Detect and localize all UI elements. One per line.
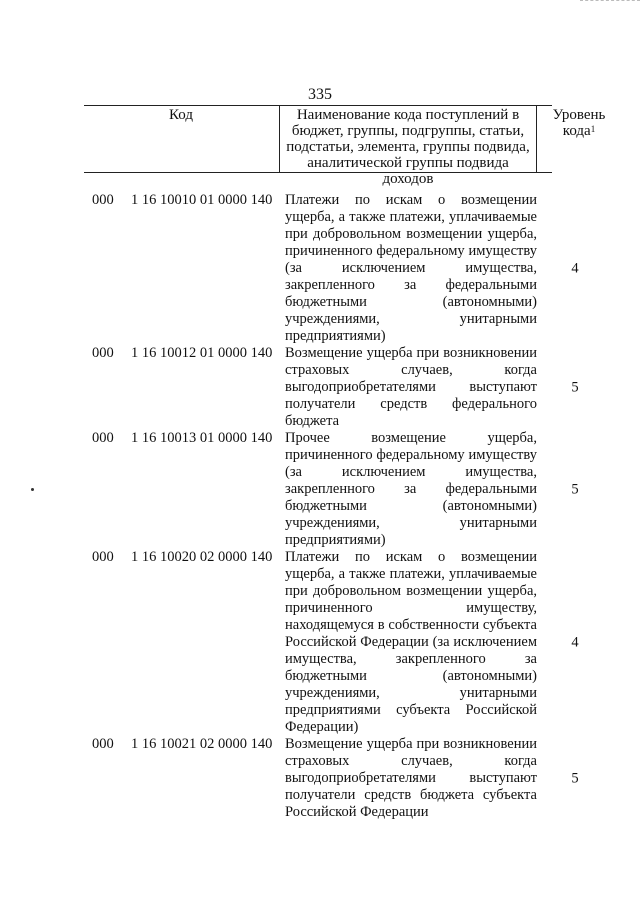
header-code: Код (169, 107, 193, 123)
table-row (0, 345, 640, 430)
header-level (536, 106, 621, 173)
income-code: 1 16 10021 02 0000 140 (131, 736, 273, 752)
income-codes-table (0, 192, 640, 821)
code-level: 4 (571, 260, 579, 276)
income-name: Платежи по искам о возмещении ущерба, а также платежи, уплачиваемые при добровольном возмещении ущерба, причиненного федеральному имуществу (за исключением имущества, закрепленного за федеральными бюджетными (автономными) учреждениями, унитарными предприятиями) (285, 192, 537, 344)
income-code: 1 16 10012 01 0000 140 (131, 345, 273, 361)
income-code: 1 16 10020 02 0000 140 (131, 549, 273, 565)
table-row (0, 549, 640, 736)
table-header (84, 105, 606, 187)
table-row (0, 192, 640, 345)
code-level: 5 (571, 770, 579, 786)
header-name: Наименование кода поступлений в бюджет, группы, подгруппы, статьи, подстатьи, элемента, группы подвида, аналитической группы подвида доходов (279, 106, 536, 173)
income-code: 1 16 10013 01 0000 140 (131, 430, 273, 446)
scan-edge-mark (580, 0, 640, 3)
table-row (0, 430, 640, 549)
admin-code: 000 (92, 430, 114, 446)
income-name: Платежи по искам о возмещении ущерба, а также платежи, уплачиваемые при добровольном возмещении ущерба, причиненного имуществу, находящемуся в собственности субъекта Российской Федерации (за исключением имущества, закрепленного за бюджетными (автономными) учреждениями, унитарными предприятиями субъекта Российской Федерации) (285, 549, 537, 735)
table-row (0, 736, 640, 821)
income-code: 1 16 10010 01 0000 140 (131, 192, 273, 208)
code-level: 5 (571, 481, 579, 497)
admin-code: 000 (92, 192, 114, 208)
income-name: Возмещение ущерба при возникновении страховых случаев, когда выгодоприобретателями выступают получатели средств федерального бюджета (285, 345, 537, 429)
admin-code: 000 (92, 549, 114, 565)
page-number: 335 (308, 86, 332, 103)
admin-code: 000 (92, 345, 114, 361)
code-level: 4 (571, 634, 579, 650)
admin-code: 000 (92, 736, 114, 752)
header-level-label: Уровень кода (552, 107, 606, 139)
code-level: 5 (571, 379, 579, 395)
income-name: Возмещение ущерба при возникновении страховых случаев, когда выгодоприобретателями выступают получатели средств бюджета субъекта Российской Федерации (285, 736, 537, 820)
income-name: Прочее возмещение ущерба, причиненного федеральному имуществу (за исключением имущества, закрепленного за федеральными бюджетными (автономными) учреждениями, унитарными предприятиями) (285, 430, 537, 548)
footnote-marker: 1 (590, 124, 596, 134)
